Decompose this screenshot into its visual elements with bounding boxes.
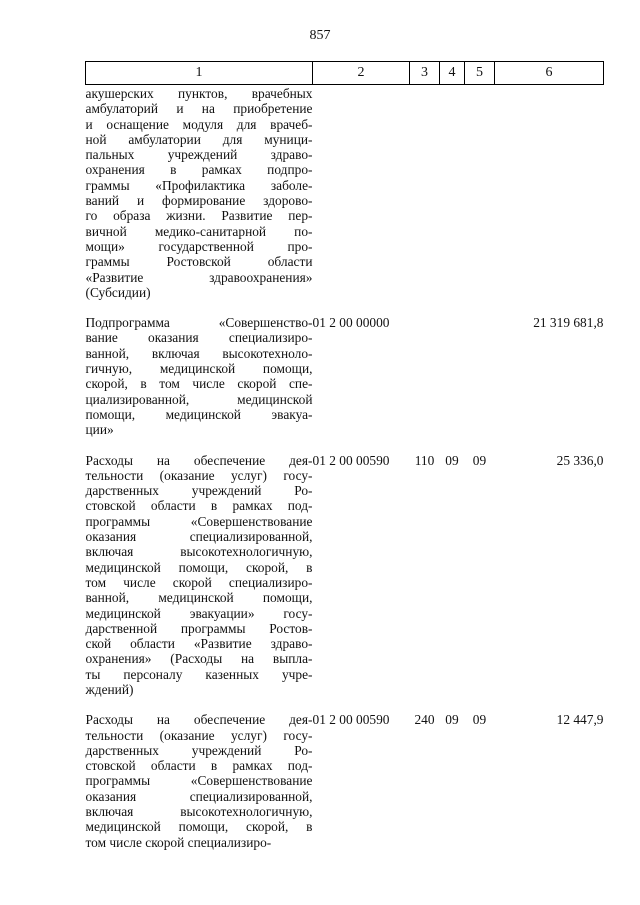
description-line: дарственной программы Ростов-: [85, 620, 313, 636]
description-line: включая высокотехнологичную,: [85, 804, 313, 820]
page-number: 857: [309, 28, 331, 43]
row-description: [86, 315, 313, 452]
table-row: [86, 85, 604, 316]
row-code: 01 2 00 00000: [312, 315, 390, 331]
row-subsection: 09: [472, 452, 487, 468]
description-line: ванной, включая высокотехноло-: [85, 345, 313, 361]
row-subsection: [465, 85, 495, 316]
description-line: пальных учреждений здраво-: [85, 147, 313, 163]
description-line: стовской области в рамках под-: [85, 758, 313, 774]
description-line: охранения в рамках подпро-: [85, 162, 313, 178]
description-line: го образа жизни. Развитие пер-: [85, 208, 313, 224]
description-line: «Развитие здравоохранения»: [85, 269, 313, 285]
description-line: дарственных учреждений Ро-: [85, 742, 313, 758]
column-header-row: [86, 62, 604, 85]
row-section: 09: [445, 452, 459, 468]
column-header-3: 3: [410, 62, 440, 85]
description-line: акушерских пунктов, врачебных: [85, 86, 313, 101]
description-line: программы «Совершенствование: [85, 513, 313, 529]
row-amount: 25 336,0: [556, 452, 604, 468]
column-header-1: 1: [86, 62, 313, 85]
description-line: тельности (оказание услуг) госу-: [85, 727, 313, 743]
budget-table: [85, 61, 604, 865]
description-line: Расходы на обеспечение дея-: [85, 712, 313, 728]
description-line: программы «Совершенствование: [85, 773, 313, 789]
row-description: [86, 453, 313, 713]
row-description: [86, 712, 313, 865]
description-line: скорой, в том числе скорой спе-: [85, 376, 313, 392]
description-line: охранения» (Расходы на выпла-: [85, 651, 313, 667]
description-line: амбулаторий и на приобретение: [85, 101, 313, 117]
column-header-4: 4: [440, 62, 465, 85]
column-header-2: 2: [313, 62, 410, 85]
row-expense-type: [410, 85, 440, 316]
column-header-6: 6: [495, 62, 604, 85]
description-line: том числе скорой специализиро-: [85, 574, 313, 590]
row-section: [440, 315, 465, 452]
description-line: ванной, медицинской помощи,: [85, 590, 313, 606]
column-header-5: 5: [465, 62, 495, 85]
row-section: [440, 85, 465, 316]
table-row: [86, 315, 604, 452]
description-line: мощи» государственной про-: [85, 238, 313, 254]
description-line: вание оказания специализиро-: [85, 330, 313, 346]
row-amount: [495, 85, 604, 316]
row-expense-type: 110: [414, 452, 435, 468]
description-line: оказания специализированной,: [85, 529, 313, 545]
table-row: [86, 712, 604, 865]
description-line: помощи, медицинской эвакуа-: [85, 406, 313, 422]
description-line: циализированной, медицинской: [85, 391, 313, 407]
description-line: граммы Ростовской области: [85, 254, 313, 270]
description-line: медицинской помощи, скорой, в: [85, 819, 313, 835]
row-code: [313, 85, 410, 316]
description-line: ской области «Развитие здраво-: [85, 636, 313, 652]
description-line: гичную, медицинской помощи,: [85, 361, 313, 377]
description-line: вичной медико-санитарной по-: [85, 223, 313, 239]
description-line: Расходы на обеспечение дея-: [85, 452, 313, 468]
row-amount: 21 319 681,8: [533, 315, 604, 331]
description-line: включая высокотехнологичную,: [85, 544, 313, 560]
table-row: [86, 453, 604, 713]
row-description: [86, 85, 313, 316]
description-line: оказания специализированной,: [85, 788, 313, 804]
description-line: стовской области в рамках под-: [85, 498, 313, 514]
description-line: ции»: [85, 422, 114, 438]
description-line: (Субсидии): [85, 284, 151, 300]
description-line: медицинской помощи, скорой, в: [85, 559, 313, 575]
description-line: медицинской эвакуации» госу-: [85, 605, 313, 621]
description-line: дарственных учреждений Ро-: [85, 483, 313, 499]
description-line: Подпрограмма «Совершенство-: [85, 315, 313, 331]
row-code: 01 2 00 00590: [312, 452, 390, 468]
description-line: ваний и формирование здорово-: [85, 193, 313, 209]
row-subsection: 09: [472, 712, 487, 728]
row-subsection: [465, 315, 495, 452]
description-line: ждений): [85, 681, 134, 697]
row-section: 09: [445, 712, 459, 728]
description-line: тельности (оказание услуг) госу-: [85, 467, 313, 483]
description-line: ты персоналу казенных учре-: [85, 666, 313, 682]
description-line: и оснащение модуля для врачеб-: [85, 116, 313, 132]
description-line: ной амбулатории для муници-: [85, 131, 313, 147]
row-code: 01 2 00 00590: [312, 712, 390, 728]
row-expense-type: 240: [414, 712, 435, 728]
description-line: том числе скорой специализиро-: [85, 834, 272, 850]
description-line: граммы «Профилактика заболе-: [85, 177, 313, 193]
row-expense-type: [410, 315, 440, 452]
table-body: [86, 85, 604, 865]
row-amount: 12 447,9: [556, 712, 604, 728]
